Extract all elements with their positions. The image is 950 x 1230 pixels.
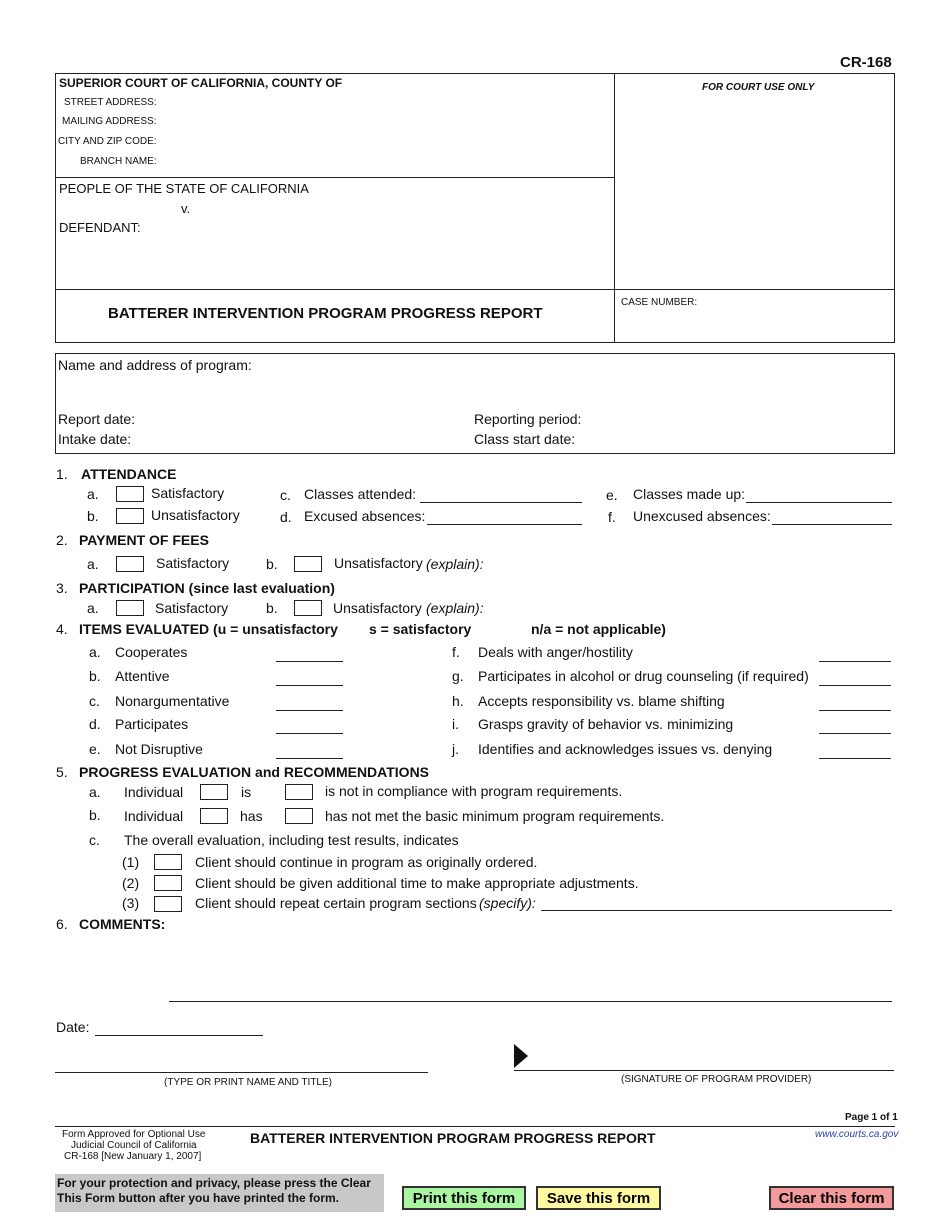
- continue-program-checkbox[interactable]: [154, 854, 182, 870]
- item-rating-field[interactable]: [276, 685, 343, 686]
- compliance-text: is not in compliance with program requirements.: [325, 783, 623, 799]
- participation-satisfactory-checkbox[interactable]: [116, 600, 144, 616]
- page-number: Page 1 of 1: [845, 1112, 898, 1123]
- approved-line-2: Judicial Council of California: [71, 1140, 197, 1151]
- item-letter: a.: [89, 644, 101, 660]
- fees-satisfactory-checkbox[interactable]: [116, 556, 144, 572]
- save-button[interactable]: Save this form: [536, 1186, 661, 1210]
- item-letter: a.: [87, 600, 99, 616]
- item-letter: b.: [266, 556, 278, 572]
- name-caption: (TYPE OR PRINT NAME AND TITLE): [164, 1077, 332, 1088]
- requirements-has-not-checkbox[interactable]: [285, 808, 313, 824]
- item-rating-field[interactable]: [819, 758, 891, 759]
- item-letter: c.: [89, 693, 100, 709]
- participation-title: PARTICIPATION (since last evaluation): [79, 580, 335, 596]
- option-number: (3): [122, 895, 140, 911]
- repeat-sections-text: Client should repeat certain program sections: [195, 895, 477, 911]
- form-id: CR-168: [840, 54, 892, 71]
- comments-title: COMMENTS:: [79, 916, 166, 932]
- classes-made-up-field[interactable]: [746, 502, 892, 503]
- item-letter: c.: [89, 832, 100, 848]
- participation-explain-label: (explain):: [426, 600, 484, 616]
- fees-unsatisfactory-label: Unsatisfactory: [334, 555, 423, 571]
- print-button[interactable]: Print this form: [402, 1186, 526, 1210]
- item-letter: b.: [89, 668, 101, 684]
- requirements-text: has not met the basic minimum program requirements.: [325, 808, 665, 824]
- repeat-sections-checkbox[interactable]: [154, 896, 182, 912]
- classes-made-up-label: Classes made up:: [633, 486, 746, 502]
- item-letter: b.: [266, 600, 278, 616]
- attendance-satisfactory-checkbox[interactable]: [116, 486, 144, 502]
- classes-attended-field[interactable]: [420, 502, 582, 503]
- court-name: SUPERIOR COURT OF CALIFORNIA, COUNTY OF: [59, 76, 343, 90]
- item-letter: e.: [89, 741, 101, 757]
- footer-title: BATTERER INTERVENTION PROGRAM PROGRESS REPORT: [250, 1130, 656, 1146]
- attendance-unsatisfactory-checkbox[interactable]: [116, 508, 144, 524]
- defendant-label: DEFENDANT:: [59, 220, 141, 235]
- individual-label: Individual: [124, 784, 184, 800]
- attendance-unsatisfactory-label: Unsatisfactory: [151, 507, 240, 523]
- progress-evaluation-title: PROGRESS EVALUATION and RECOMMENDATIONS: [79, 764, 430, 780]
- item-label: Nonargumentative: [115, 693, 230, 709]
- reporting-period-label: Reporting period:: [474, 411, 582, 427]
- fees-explain-label: (explain):: [426, 556, 484, 572]
- item-rating-field[interactable]: [819, 661, 891, 662]
- item-label: Identifies and acknowledges issues vs. denying: [478, 741, 773, 757]
- item-rating-field[interactable]: [276, 710, 343, 711]
- item-rating-field[interactable]: [276, 733, 343, 734]
- item-rating-field[interactable]: [819, 710, 891, 711]
- privacy-line-2: This Form button after you have printed the form.: [57, 1191, 340, 1205]
- item-label: Accepts responsibility vs. blame shifting: [478, 693, 725, 709]
- item-rating-field[interactable]: [819, 685, 891, 686]
- privacy-line-1: For your protection and privacy, please press the Clear: [57, 1176, 371, 1190]
- unexcused-absences-label: Unexcused absences:: [633, 508, 771, 524]
- item-letter: f.: [452, 644, 460, 660]
- individual-label: Individual: [124, 808, 184, 824]
- street-address-label: STREET ADDRESS:: [64, 97, 157, 108]
- item-letter: h.: [452, 693, 464, 709]
- item-label: Deals with anger/hostility: [478, 644, 633, 660]
- versus-label: v.: [181, 201, 191, 216]
- item-letter: b.: [89, 807, 101, 823]
- section-number: 1.: [56, 466, 68, 482]
- item-letter: e.: [606, 487, 618, 503]
- print-name-field[interactable]: [55, 1072, 428, 1073]
- item-letter: b.: [87, 508, 99, 524]
- item-label: Cooperates: [115, 644, 188, 660]
- item-letter: j.: [452, 741, 459, 757]
- date-field[interactable]: [95, 1035, 263, 1036]
- overall-evaluation-text: The overall evaluation, including test results, indicates: [124, 832, 459, 848]
- item-rating-field[interactable]: [276, 758, 343, 759]
- branch-name-label: BRANCH NAME:: [80, 156, 157, 167]
- court-use-label: FOR COURT USE ONLY: [702, 82, 815, 93]
- section-number: 2.: [56, 532, 68, 548]
- item-letter: d.: [280, 509, 292, 525]
- attendance-satisfactory-label: Satisfactory: [151, 485, 225, 501]
- continue-program-text: Client should continue in program as originally ordered.: [195, 854, 538, 870]
- option-number: (1): [122, 854, 140, 870]
- has-label: has: [240, 808, 263, 824]
- excused-absences-field[interactable]: [427, 524, 582, 525]
- courts-link[interactable]: www.courts.ca.gov: [815, 1129, 899, 1140]
- program-name-address-label: Name and address of program:: [58, 357, 252, 373]
- key-satisfactory: s = satisfactory: [369, 621, 472, 637]
- is-label: is: [241, 784, 252, 800]
- fees-satisfactory-label: Satisfactory: [156, 555, 230, 571]
- section-number: 5.: [56, 764, 68, 780]
- date-label: Date:: [56, 1019, 90, 1035]
- caption-divider-court: [55, 177, 615, 178]
- item-label: Participates: [115, 716, 189, 732]
- item-letter: f.: [608, 509, 616, 525]
- item-letter: g.: [452, 668, 464, 684]
- section-number: 3.: [56, 580, 68, 596]
- approved-line-1: Form Approved for Optional Use: [62, 1129, 206, 1140]
- excused-absences-label: Excused absences:: [304, 508, 426, 524]
- participation-satisfactory-label: Satisfactory: [155, 600, 229, 616]
- caption-divider-title: [55, 289, 895, 290]
- item-rating-field[interactable]: [276, 661, 343, 662]
- mailing-address-label: MAILING ADDRESS:: [62, 116, 157, 127]
- item-letter: i.: [452, 716, 459, 732]
- compliance-is-checkbox[interactable]: [200, 784, 228, 800]
- section-number: 6.: [56, 916, 68, 932]
- report-date-label: Report date:: [58, 411, 136, 427]
- class-start-label: Class start date:: [474, 431, 576, 447]
- caption-divider-vertical: [614, 73, 615, 343]
- people-label: PEOPLE OF THE STATE OF CALIFORNIA: [59, 181, 309, 196]
- participation-unsatisfactory-checkbox[interactable]: [294, 600, 322, 616]
- intake-date-label: Intake date:: [58, 431, 132, 447]
- item-rating-field[interactable]: [819, 733, 891, 734]
- participation-unsatisfactory-label: Unsatisfactory: [333, 600, 422, 616]
- approved-line-3: CR-168 [New January 1, 2007]: [64, 1151, 202, 1162]
- city-zip-label: CITY AND ZIP CODE:: [58, 136, 157, 147]
- compliance-is-not-checkbox[interactable]: [285, 784, 313, 800]
- signature-field[interactable]: [514, 1070, 894, 1071]
- item-label: Participates in alcohol or drug counseling (if required): [478, 668, 809, 684]
- item-label: Not Disruptive: [115, 741, 203, 757]
- form-title: BATTERER INTERVENTION PROGRAM PROGRESS REPORT: [108, 305, 543, 322]
- repeat-sections-field[interactable]: [541, 910, 892, 911]
- option-number: (2): [122, 875, 140, 891]
- attendance-title: ATTENDANCE: [81, 466, 177, 482]
- fees-unsatisfactory-checkbox[interactable]: [294, 556, 322, 572]
- signature-arrow-icon: [514, 1044, 530, 1068]
- section-number: 4.: [56, 621, 68, 637]
- additional-time-checkbox[interactable]: [154, 875, 182, 891]
- item-letter: a.: [89, 784, 101, 800]
- signature-caption: (SIGNATURE OF PROGRAM PROVIDER): [621, 1074, 812, 1085]
- comments-field[interactable]: [169, 1001, 892, 1002]
- classes-attended-label: Classes attended:: [304, 486, 417, 502]
- item-letter: a.: [87, 556, 99, 572]
- requirements-has-checkbox[interactable]: [200, 808, 228, 824]
- key-not-applicable: n/a = not applicable): [531, 621, 666, 637]
- unexcused-absences-field[interactable]: [772, 524, 892, 525]
- item-letter: c.: [280, 487, 291, 503]
- additional-time-text: Client should be given additional time to make appropriate adjustments.: [195, 875, 639, 891]
- footer-divider: [55, 1126, 895, 1127]
- specify-label: (specify):: [479, 895, 536, 911]
- case-number-label: CASE NUMBER:: [621, 297, 698, 308]
- fees-title: PAYMENT OF FEES: [79, 532, 209, 548]
- item-label: Attentive: [115, 668, 170, 684]
- item-label: Grasps gravity of behavior vs. minimizing: [478, 716, 734, 732]
- item-letter: d.: [89, 716, 101, 732]
- item-letter: a.: [87, 486, 99, 502]
- items-evaluated-title: ITEMS EVALUATED (u = unsatisfactory: [79, 621, 338, 637]
- clear-button[interactable]: Clear this form: [769, 1186, 894, 1210]
